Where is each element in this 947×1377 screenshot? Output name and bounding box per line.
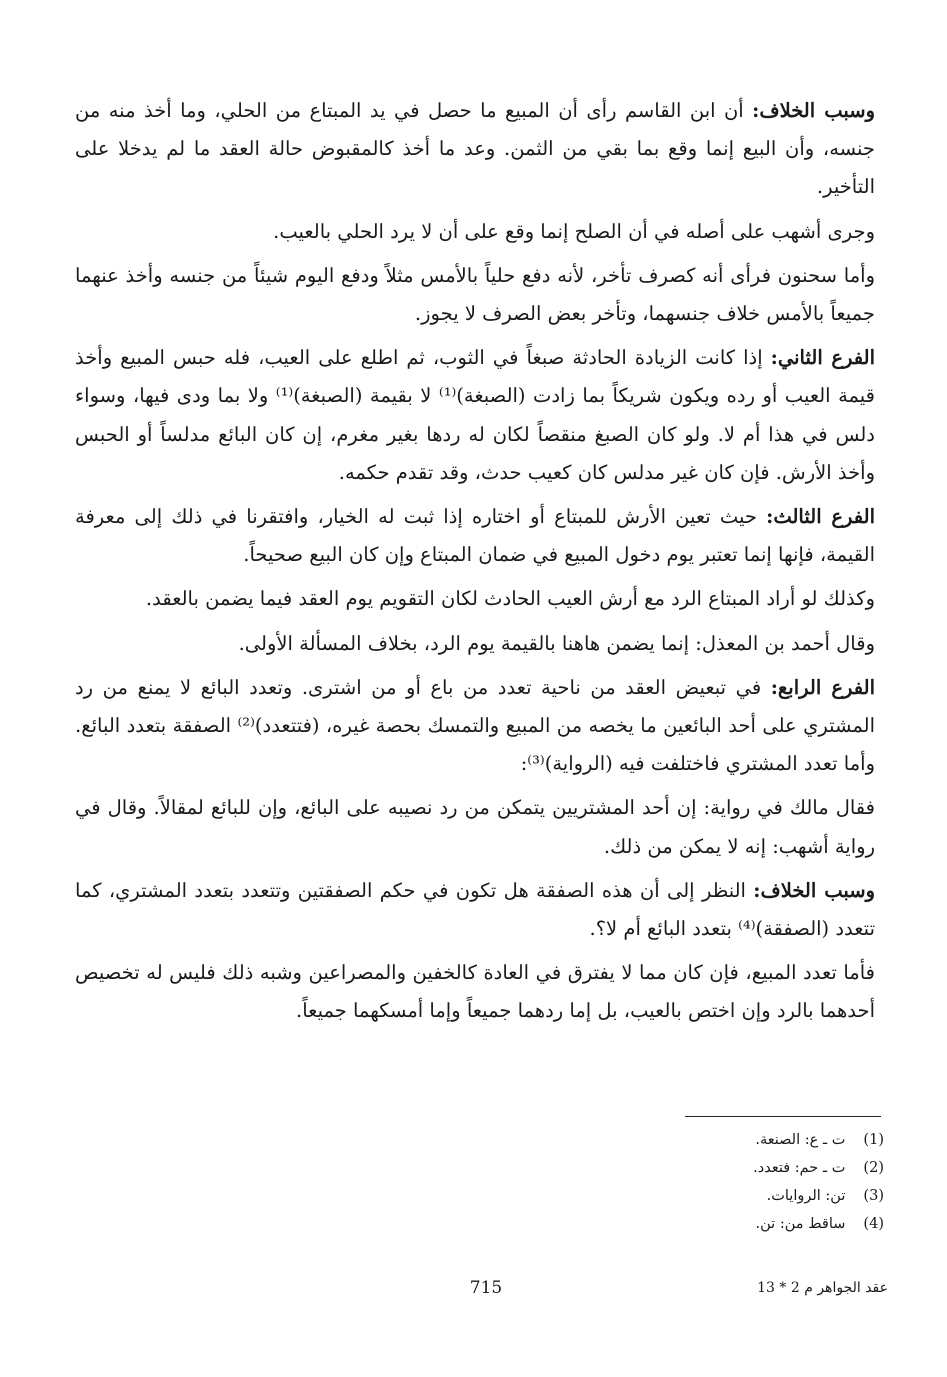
- paragraph: [75, 257, 875, 333]
- paragraph-lead: الفرع الرابع:: [770, 675, 875, 699]
- footnote-text: تن: الروايات.: [766, 1188, 846, 1204]
- footnote-number: (3): [863, 1188, 884, 1204]
- footnote-divider: [685, 1116, 881, 1117]
- paragraph: [75, 954, 875, 1030]
- footnote-text: ت ـ ع: الصنعة.: [755, 1132, 846, 1148]
- footnote-number: (1): [863, 1132, 884, 1148]
- running-footer: عقد الجواهر م 2 * 13: [757, 1280, 888, 1296]
- paragraph: [75, 625, 875, 663]
- footnotes: [484, 1126, 884, 1238]
- footnote-text: ت ـ حم: فتعدد.: [753, 1160, 846, 1176]
- paragraph: [75, 789, 875, 865]
- paragraph: [75, 498, 875, 574]
- paragraph: [75, 580, 875, 618]
- footnote: [484, 1126, 884, 1154]
- paragraph-text: النظر إلى أن هذه الصفقة هل تكون في حكم الصفقتين وتتعدد بتعدد المشتري، كما تتعدد (الصفقة)⁽⁴⁾ بتعدد البائع أم لا؟.: [75, 878, 875, 941]
- paragraph-text: إذا كانت الزيادة الحادثة صبغاً في الثوب، ثم اطلع على العيب، فله حبس المبيع وأخذ قيمة العيب أو رده ويكون شريكاً بما زادت (الصبغة)⁽¹⁾ لا بقيمة (الصبغة)⁽¹⁾ ولا بما ودى فيها، وسواء دلس في هذا أم لا. ولو كان الصبغ منقصاً لكان له ردها بغير مغرم، إن كان البائع مدلساً أو الحبس وأخذ الأرش. فإن كان غير مدلس كان كعيب حدث، وقد تقدم حكمه.: [75, 346, 876, 484]
- footnote: [484, 1182, 884, 1210]
- paragraph-text: وجرى أشهب على أصله في أن الصلح إنما وقع على أن لا يرد الحلي بالعيب.: [273, 219, 875, 243]
- main-text: [75, 92, 875, 1037]
- paragraph-lead: الفرع الثالث:: [766, 505, 875, 529]
- paragraph: [75, 92, 875, 207]
- paragraph-text: فأما تعدد المبيع، فإن كان مما لا يفترق في العادة كالخفين والمصراعين وشبه ذلك فليس له تخصيص أحدهما بالرد وإن اختص بالعيب، بل إما ردهما جميعاً وإما أمسكهما جميعاً.: [75, 961, 875, 1023]
- footnote: [484, 1210, 884, 1238]
- paragraph-lead: الفرع الثاني:: [770, 346, 875, 370]
- paragraph: [75, 339, 875, 492]
- paragraph-text: وقال أحمد بن المعذل: إنما يضمن هاهنا بالقيمة يوم الرد، بخلاف المسألة الأولى.: [238, 631, 875, 655]
- paragraph-lead: وسبب الخلاف:: [752, 99, 875, 122]
- paragraph: [75, 669, 875, 784]
- paragraph-text: فقال مالك في رواية: إن أحد المشتريين يتمكن من رد نصيبه على البائع، وإن للبائع لمقالاً. وقال في رواية أشهب: إنه لا يمكن من ذلك.: [75, 796, 875, 858]
- paragraph: [75, 872, 875, 948]
- paragraph-text: في تبعيض العقد من ناحية تعدد من باع أو من اشترى. وتعدد البائع لا يمنع من رد المشتري على أحد البائعين ما يخصه من المبيع والتمسك بحصة غيره، (فتتعدد)⁽²⁾ الصفقة بتعدد البائع. وأما تعدد المشتري فاختلفت فيه (الرواية)⁽³⁾:: [75, 675, 875, 776]
- paragraph-text: وأما سحنون فرأى أنه كصرف تأخر، لأنه دفع حلياً بالأمس مثلاً ودفع اليوم شيئاً من جنسه وأخذ عنهما جميعاً بالأمس خلاف جنسهما، وتأخر بعض الصرف لا يجوز.: [75, 263, 875, 326]
- footnote-text: ساقط من: تن.: [755, 1216, 846, 1232]
- footnote-number: (2): [863, 1160, 884, 1176]
- paragraph: [75, 213, 875, 251]
- paragraph-text: أن ابن القاسم رأى أن المبيع ما حصل في يد المبتاع من الحلي، وما أخذ منه من جنسه، وأن البيع إنما وقع بما بقي من الثمن. وعد ما أخذ كالمقبوض حالة العقد ما لم يدخلا على التأخير.: [75, 99, 875, 199]
- paragraph-text: حيث تعين الأرش للمبتاع أو اختاره إذا ثبت له الخيار، وافتقرنا في ذلك إلى معرفة القيمة، فإنها إنما تعتبر يوم دخول المبيع في ضمان المبتاع وإن كان البيع صحيحاً.: [75, 505, 875, 567]
- page-number: 715: [469, 1278, 503, 1298]
- footnote-number: (4): [863, 1216, 884, 1232]
- paragraph-lead: وسبب الخلاف:: [753, 878, 875, 902]
- paragraph-text: وكذلك لو أراد المبتاع الرد مع أرش العيب الحادث لكان التقويم يوم العقد فيما يضمن بالعقد.: [145, 587, 875, 611]
- footnote: [484, 1154, 884, 1182]
